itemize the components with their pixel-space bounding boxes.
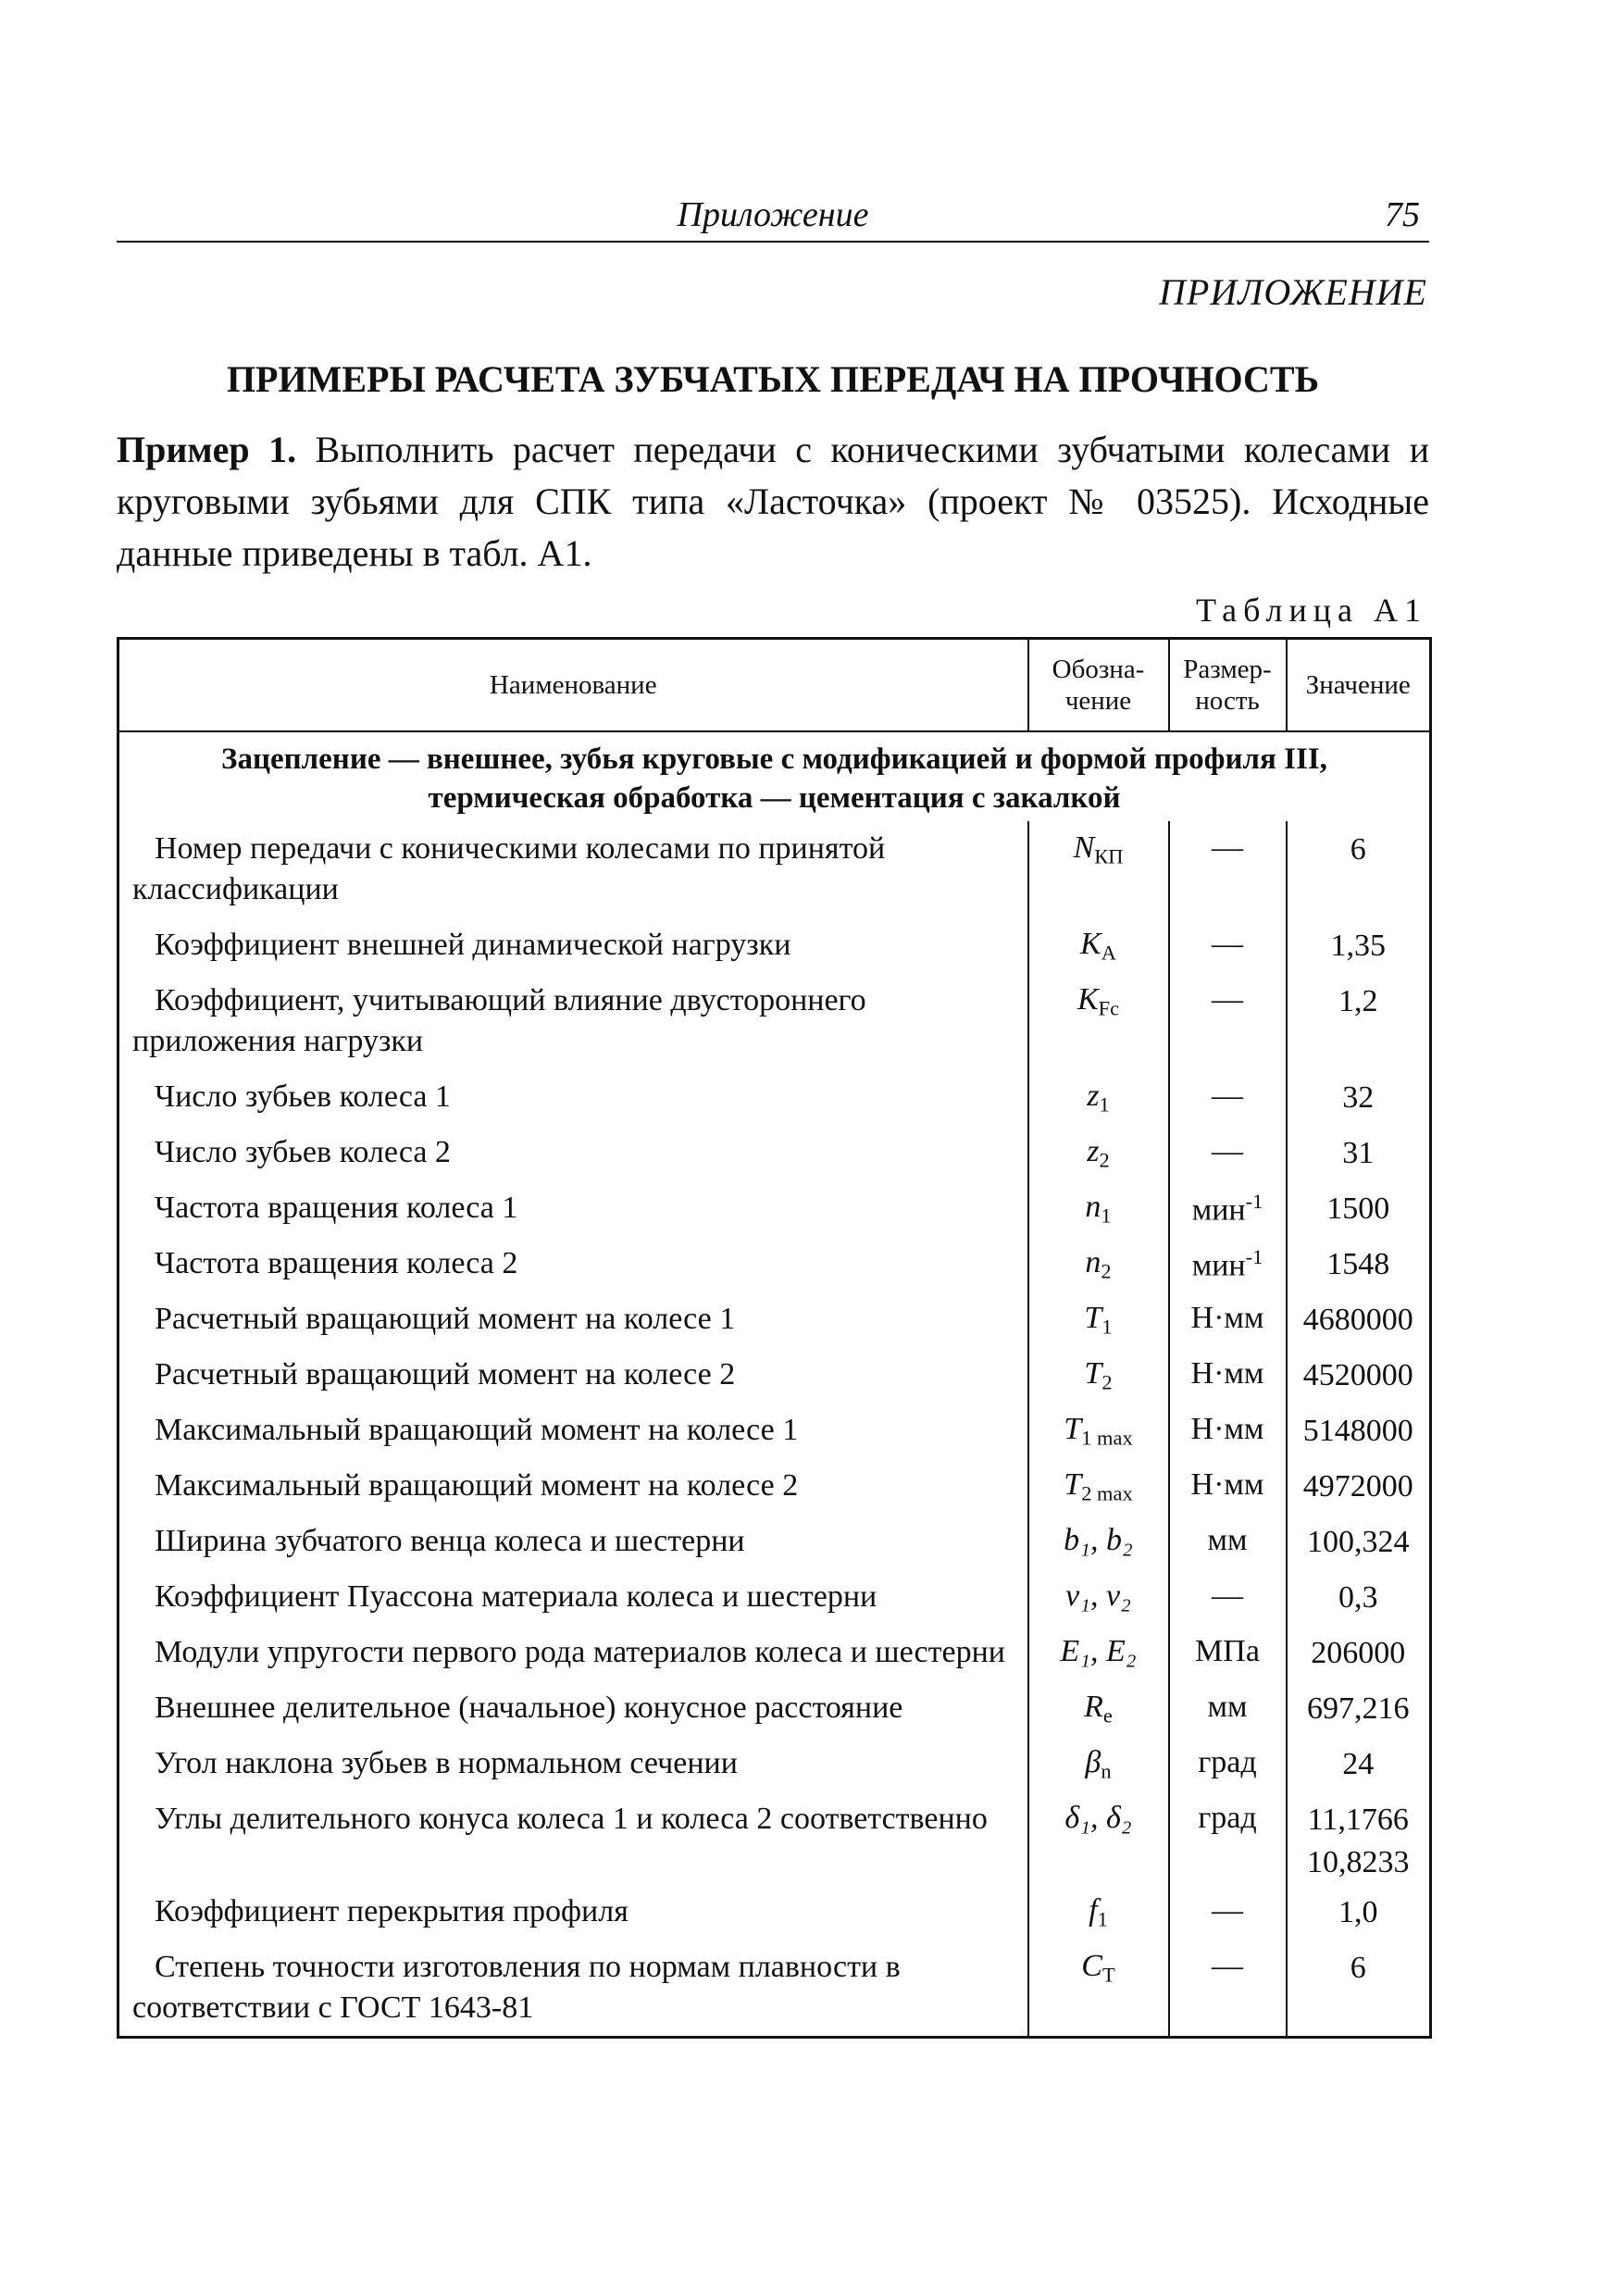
unit-main: Н·мм (1190, 1467, 1264, 1502)
appendix-label: ПРИЛОЖЕНИЕ (1159, 271, 1427, 313)
symbol-main: T (1064, 1412, 1082, 1446)
value-text: 1,35 (1330, 929, 1386, 963)
parameter-name-text: Степень точности изготовления по нормам плавности в соответствии с ГОСТ 1643-81 (132, 1950, 901, 2025)
symbol-subscript: 1 (1101, 1315, 1113, 1339)
section-note-line-1: Зацепление — внешнее, зубья круговые с модификацией и формой профиля III, (221, 742, 1327, 776)
parameter-symbol (1028, 973, 1169, 1069)
parameter-name (118, 821, 1028, 917)
parameter-symbol (1028, 1884, 1169, 1940)
section-heading: ПРИМЕРЫ РАСЧЕТА ЗУБЧАТЫХ ПЕРЕДАЧ НА ПРОЧНОСТЬ (226, 358, 1320, 400)
table-caption: Таблица А1 (1196, 592, 1427, 629)
symbol-main: T (1064, 1467, 1082, 1502)
parameter-value (1287, 1180, 1431, 1236)
parameter-unit (1169, 1569, 1287, 1625)
symbol-main: f (1089, 1893, 1098, 1928)
table-row (118, 917, 1431, 973)
table-row (118, 821, 1431, 917)
parameter-value (1287, 1458, 1431, 1514)
parameter-name-text: Расчетный вращающий момент на колесе 1 (155, 1302, 736, 1336)
parameter-name (118, 1069, 1028, 1125)
symbol-subscript: 1 (1101, 1204, 1112, 1228)
section-row (118, 731, 1431, 821)
table-row (118, 1236, 1431, 1292)
value-text-second: 10,8233 (1307, 1845, 1410, 1879)
parameter-value (1287, 1125, 1431, 1180)
table-row (118, 1940, 1431, 2038)
unit-main: — (1212, 1079, 1243, 1113)
unit-main: — (1212, 927, 1243, 961)
column-header-name: Наименование (118, 639, 1028, 732)
parameter-unit (1169, 1884, 1287, 1940)
unit-main: град (1198, 1801, 1257, 1835)
table-row (118, 1403, 1431, 1458)
parameter-unit (1169, 1791, 1287, 1884)
column-header-unit: Размер-ность (1169, 639, 1287, 732)
parameter-unit (1169, 1403, 1287, 1458)
parameter-name-text: Число зубьев колеса 2 (155, 1135, 451, 1169)
parameter-unit (1169, 1514, 1287, 1569)
parameter-name (118, 1680, 1028, 1736)
parameter-value (1287, 917, 1431, 973)
section-note (118, 731, 1431, 821)
column-header-symbol: Обозна-чение (1028, 639, 1169, 732)
table-row (118, 1680, 1431, 1736)
parameter-symbol (1028, 1236, 1169, 1292)
parameter-value (1287, 1569, 1431, 1625)
parameter-unit (1169, 1292, 1287, 1347)
value-text: 1,2 (1338, 984, 1378, 1018)
value-text: 100,324 (1307, 1525, 1410, 1559)
symbol-subscript: 1 (1099, 1092, 1110, 1117)
value-text: 0,3 (1338, 1580, 1378, 1615)
symbol-main: β (1085, 1745, 1101, 1779)
parameter-value (1287, 1514, 1431, 1569)
parameter-symbol (1028, 1292, 1169, 1347)
parameter-name (118, 1791, 1028, 1884)
table-row (118, 1180, 1431, 1236)
table-row (118, 1625, 1431, 1680)
parameter-symbol (1028, 1069, 1169, 1125)
unit-main: — (1212, 1949, 1243, 1983)
parameter-unit (1169, 1180, 1287, 1236)
parameter-unit (1169, 1680, 1287, 1736)
symbol-main: R (1084, 1690, 1103, 1724)
parameter-symbol (1028, 1514, 1169, 1569)
symbol-subscript: A (1101, 941, 1116, 965)
unit-main: Н·мм (1190, 1356, 1264, 1391)
parameter-symbol (1028, 1625, 1169, 1680)
input-data-table (117, 637, 1432, 2039)
parameter-name-text: Номер передачи с коническими колесами по принятой классификации (132, 831, 886, 906)
parameter-unit (1169, 1347, 1287, 1403)
unit-main: мин (1191, 1192, 1246, 1228)
table-row (118, 1884, 1431, 1940)
running-title: Приложение (677, 195, 869, 234)
table-row (118, 1791, 1431, 1884)
value-text: 4680000 (1302, 1303, 1413, 1337)
symbol-main: K (1080, 927, 1101, 961)
unit-main: — (1212, 1893, 1243, 1928)
parameter-symbol (1028, 821, 1169, 917)
column-header-value: Значение (1287, 639, 1431, 732)
value-text: 1500 (1326, 1192, 1390, 1226)
parameter-unit (1169, 1625, 1287, 1680)
value-text: 5148000 (1302, 1414, 1413, 1448)
symbol-main: z (1087, 1079, 1100, 1113)
value-text: 6 (1350, 832, 1366, 867)
symbol-main: n (1085, 1245, 1101, 1279)
parameter-name (118, 1347, 1028, 1403)
parameter-symbol (1028, 1680, 1169, 1736)
parameter-name (118, 1403, 1028, 1458)
parameter-unit (1169, 1736, 1287, 1791)
running-header (117, 193, 1429, 243)
parameter-name-text: Максимальный вращающий момент на колесе 2 (155, 1468, 799, 1503)
example-text: Выполнить расчет передачи с коническими зубчатыми колесами и круговыми зубьями для СПК типа «Ласточка» (проект № 03525). Исходные данные приведены в табл. А1. (117, 429, 1429, 574)
parameter-name (118, 1180, 1028, 1236)
parameter-name-text: Коэффициент внешней динамической нагрузки (155, 928, 791, 962)
unit-main: — (1212, 982, 1243, 1017)
parameter-unit (1169, 1236, 1287, 1292)
parameter-name (118, 973, 1028, 1069)
unit-main: мм (1207, 1523, 1248, 1557)
parameter-name-text: Внешнее делительное (начальное) конусное расстояние (155, 1691, 903, 1725)
parameter-value (1287, 1403, 1431, 1458)
unit-main: Н·мм (1190, 1301, 1264, 1335)
parameter-symbol (1028, 1458, 1169, 1514)
parameter-name (118, 1625, 1028, 1680)
example-number: Пример 1. (117, 429, 297, 470)
parameter-symbol (1028, 1791, 1169, 1884)
unit-superscript: -1 (1245, 1190, 1263, 1213)
parameter-name-text: Расчетный вращающий момент на колесе 2 (155, 1357, 736, 1391)
value-text: 4520000 (1302, 1358, 1413, 1392)
parameter-value (1287, 821, 1431, 917)
symbol-main: n (1085, 1190, 1101, 1224)
parameter-value (1287, 1791, 1431, 1884)
value-text: 32 (1342, 1080, 1375, 1115)
parameter-symbol (1028, 1736, 1169, 1791)
value-text: 1548 (1326, 1247, 1390, 1281)
parameter-name (118, 1940, 1028, 2038)
parameter-symbol (1028, 1569, 1169, 1625)
symbol-main: T (1084, 1301, 1102, 1335)
parameter-name-text: Число зубьев колеса 1 (155, 1079, 451, 1114)
parameter-value (1287, 973, 1431, 1069)
parameter-symbol (1028, 1125, 1169, 1180)
symbol-main: δ₁, δ₂ (1064, 1801, 1132, 1835)
symbol-main: E₁, E₂ (1060, 1634, 1137, 1668)
table-row (118, 1514, 1431, 1569)
symbol-subscript: T (1101, 1963, 1115, 1987)
section-note-line-2: термическая обработка — цементация с закалкой (428, 781, 1121, 815)
symbol-subscript: 2 (1099, 1148, 1110, 1172)
parameter-name (118, 1884, 1028, 1940)
symbol-subscript: 1 (1097, 1907, 1108, 1931)
table-row (118, 1736, 1431, 1791)
value-text: 697,216 (1307, 1691, 1410, 1726)
symbol-subscript: КП (1094, 844, 1124, 868)
parameter-name (118, 1514, 1028, 1569)
symbol-main: K (1077, 982, 1099, 1017)
symbol-subscript: 2 (1101, 1259, 1112, 1283)
parameter-value (1287, 1680, 1431, 1736)
value-text: 1,0 (1338, 1895, 1378, 1929)
unit-main: мм (1207, 1690, 1248, 1724)
parameter-symbol (1028, 917, 1169, 973)
parameter-name-text: Частота вращения колеса 2 (155, 1246, 518, 1280)
symbol-subscript: 1 max (1081, 1426, 1133, 1450)
parameter-unit (1169, 821, 1287, 917)
table-body (118, 731, 1431, 2038)
unit-main: Н·мм (1190, 1412, 1264, 1446)
table-row (118, 1125, 1431, 1180)
parameter-value (1287, 1236, 1431, 1292)
value-text: 11,1766 (1307, 1803, 1409, 1837)
symbol-main: N (1073, 830, 1095, 865)
symbol-subscript: Fc (1098, 996, 1120, 1020)
symbol-main: C (1081, 1949, 1102, 1983)
symbol-main: z (1087, 1134, 1100, 1168)
parameter-unit (1169, 1458, 1287, 1514)
symbol-subscript: e (1102, 1703, 1113, 1728)
table-row (118, 1292, 1431, 1347)
unit-main: — (1212, 830, 1243, 865)
unit-main: град (1198, 1745, 1257, 1779)
symbol-main: b₁, b₂ (1064, 1523, 1133, 1557)
symbol-main: T (1084, 1356, 1102, 1391)
symbol-subscript: 2 (1101, 1370, 1113, 1394)
unit-main: мин (1191, 1248, 1246, 1283)
page-number: 75 (1385, 195, 1420, 234)
table-row (118, 1569, 1431, 1625)
example-intro (117, 424, 1429, 580)
parameter-name-text: Углы делительного конуса колеса 1 и колеса 2 соответственно (155, 1802, 988, 1836)
parameter-symbol (1028, 1347, 1169, 1403)
symbol-main: ν₁, ν₂ (1065, 1578, 1131, 1613)
parameter-name-text: Коэффициент, учитывающий влияние двустороннего приложения нагрузки (132, 983, 866, 1058)
parameter-name (118, 1569, 1028, 1625)
unit-main: МПа (1195, 1634, 1260, 1668)
unit-main: — (1212, 1134, 1243, 1168)
parameter-value (1287, 1625, 1431, 1680)
parameter-symbol (1028, 1940, 1169, 2038)
value-text: 206000 (1311, 1636, 1406, 1670)
parameter-value (1287, 1736, 1431, 1791)
parameter-name-text: Частота вращения колеса 1 (155, 1191, 518, 1225)
parameter-unit (1169, 917, 1287, 973)
parameter-name-text: Максимальный вращающий момент на колесе 1 (155, 1413, 799, 1447)
parameter-name-text: Ширина зубчатого венца колеса и шестерни (155, 1524, 745, 1558)
parameter-unit (1169, 1940, 1287, 2038)
symbol-subscript: 2 max (1081, 1481, 1133, 1505)
parameter-name (118, 1458, 1028, 1514)
parameter-name (118, 1736, 1028, 1791)
table-header-row (118, 639, 1431, 732)
parameter-value (1287, 1884, 1431, 1940)
table-row (118, 1458, 1431, 1514)
table-row (118, 1347, 1431, 1403)
parameter-symbol (1028, 1180, 1169, 1236)
parameter-name-text: Коэффициент перекрытия профиля (155, 1894, 629, 1928)
parameter-name-text: Коэффициент Пуассона материала колеса и шестерни (155, 1579, 877, 1614)
unit-superscript: -1 (1245, 1245, 1263, 1268)
value-text: 6 (1350, 1951, 1366, 1985)
unit-main: — (1212, 1578, 1243, 1613)
table-row (118, 1069, 1431, 1125)
parameter-name (118, 917, 1028, 973)
parameter-name (118, 1292, 1028, 1347)
value-text: 31 (1342, 1136, 1375, 1170)
parameter-unit (1169, 1125, 1287, 1180)
parameter-value (1287, 1347, 1431, 1403)
parameter-name (118, 1125, 1028, 1180)
table-row (118, 973, 1431, 1069)
parameter-value (1287, 1940, 1431, 2038)
parameter-unit (1169, 1069, 1287, 1125)
parameter-name-text: Угол наклона зубьев в нормальном сечении (155, 1746, 738, 1780)
parameter-symbol (1028, 1403, 1169, 1458)
parameter-unit (1169, 973, 1287, 1069)
value-text: 24 (1342, 1747, 1375, 1781)
parameter-name-text: Модули упругости первого рода материалов колеса и шестерни (155, 1635, 1005, 1669)
parameter-value (1287, 1292, 1431, 1347)
value-text: 4972000 (1302, 1469, 1413, 1504)
parameter-name (118, 1236, 1028, 1292)
symbol-subscript: n (1101, 1759, 1112, 1783)
parameter-value (1287, 1069, 1431, 1125)
